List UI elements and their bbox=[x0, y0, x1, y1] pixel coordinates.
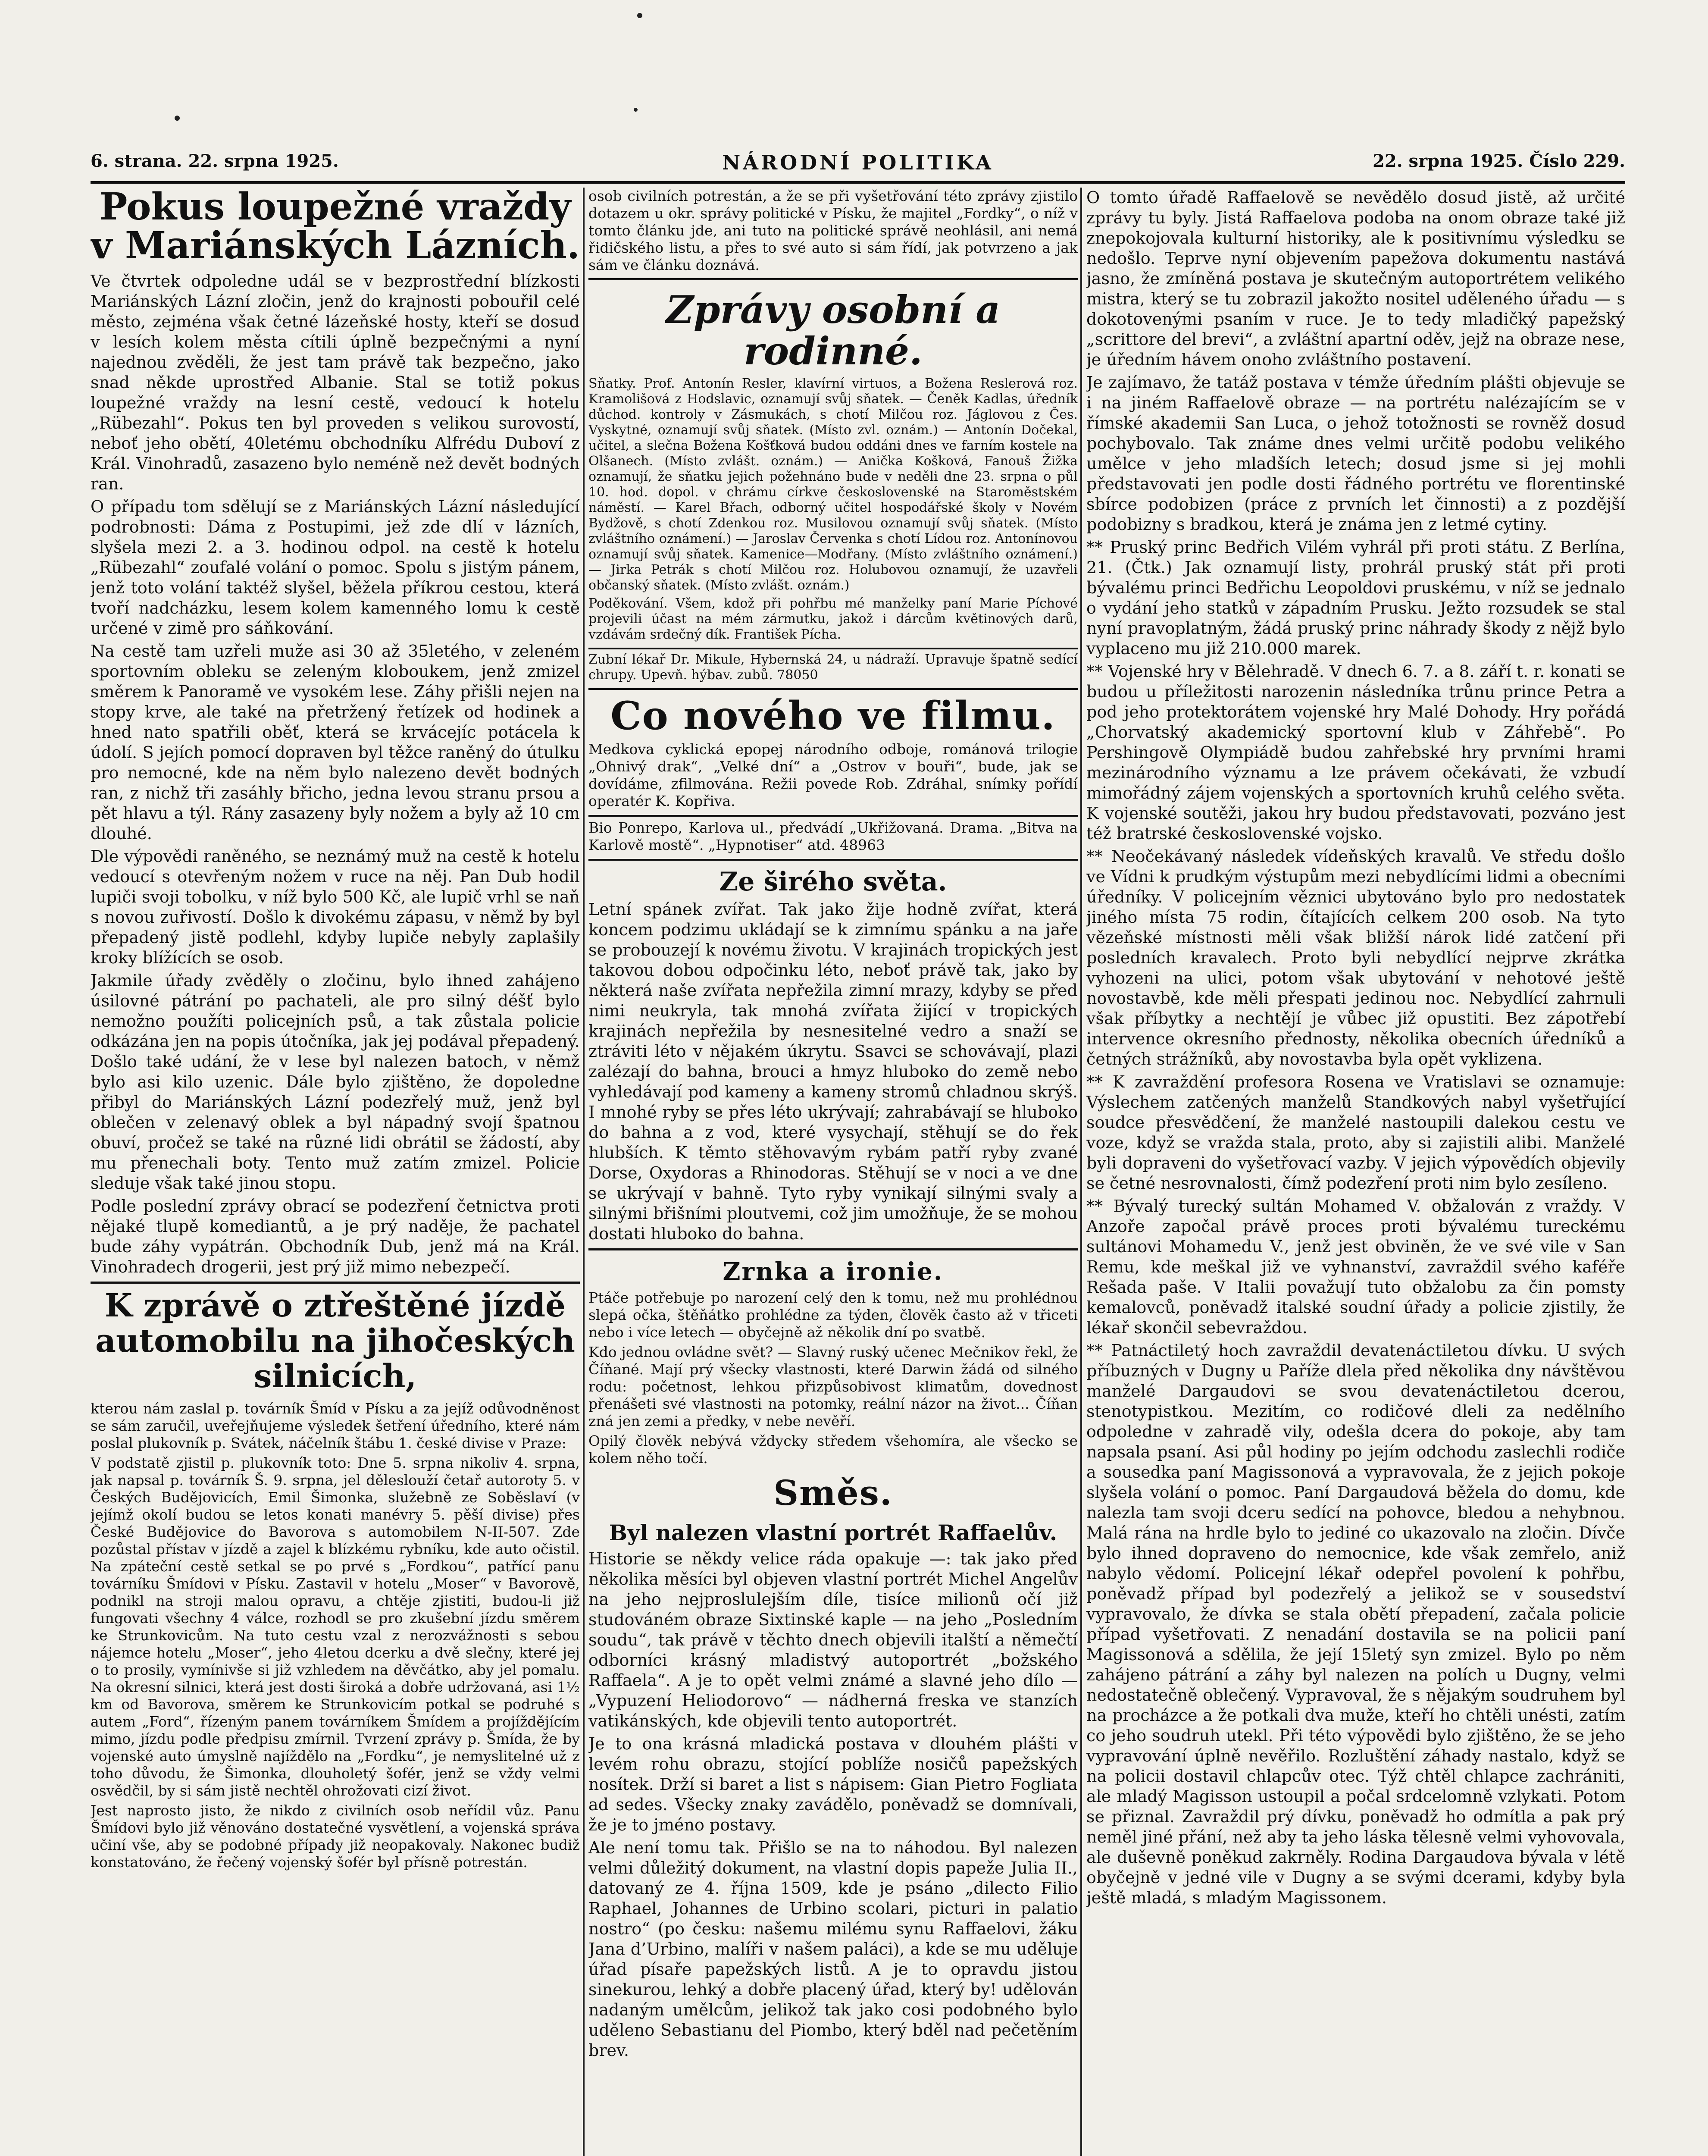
section-rule bbox=[588, 1248, 1078, 1250]
article-paragraph: Kdo jednou ovládne svět? — Slavný ruský učenec Mečnikov řekl, že Číňané. Mají prý všecky vlastnosti, které Darwin žádá od silného rodu: početnost, lehkou přizpůsobivost klimatům, dovednost přenášeti své vlastnosti na potomky, reální názor na život... Číňan zná jen zemi a předky, v nebe nevěří. bbox=[588, 1344, 1078, 1429]
article-paragraph: Opilý člověk nebývá vždycky středem všehomíra, ale všecko se kolem něho točí. bbox=[588, 1432, 1078, 1467]
article-paragraph: Na cestě tam uzřeli muže asi 30 až 35letého, v zeleném sportovním obleku se zeleným kloboukem, jenž zmizel směrem k Panoramě ve vysokém lese. Záhy přišli nejen na stopy krve, ale také na přetržený řetízek od hodinek a hned nato spatřili oběť, která se krvácejíc potácela k údolí. S jejích pomocí dopraven byl těžce raněný do útulku pro nemocné, kde na něm bylo nalezeno devět bodných ran, z nichž tři zasáhly břicho, jedna levou stranu prsou a pět hlavu a týl. Rány zasazeny byly nožem a byly až 10 cm dlouhé. bbox=[91, 642, 580, 843]
article-paragraph: Dle výpovědi raněného, se neznámý muž na cestě k hotelu vedoucí s otevřeným nožem v ruce na něj. Pan Dub hodil lupiči svoji tobolku, v níž bylo 500 Kč, ale lupič vrhl se naň s novou zuřivostí. Došlo k divokému zápasu, v němž by byl přepadený jistě podlehl, kdyby lupiče nebyly zaplašily kroky blížících se osob. bbox=[91, 847, 580, 967]
article-headline-marianske-lazne: Pokus loupežné vraždy v Mariánských Lázních. bbox=[91, 188, 580, 267]
advertisement-cinema bbox=[588, 815, 1078, 861]
article-paragraph: Podle poslední zprávy obrací se podezření četnictva proti nějaké tlupě komediantů, a je prý naděje, že pachatel bude záhy vypátrán. Obchodník Dub, jenž má na Král. Vinohradech drogerii, jest prý již mimo nebezpečí. bbox=[91, 1197, 580, 1276]
article-paragraph: O tomto úřadě Raffaelově se nevědělo dosud jistě, až určité zprávy tu byly. Jistá Raffaelova podoba na onom obraze také již znepokojovala kulturní historiky, ale k positivnímu výsledku se nedošlo. Teprve nyní objevením papežova dokumentu nastává jasno, že zmíněná postava je skutečným autoportrétem velikého mistra, který se tu zobrazil jakožto nositel uděleného úřadu — s dokotovenými psaním v ruce. Je to tedy mladičký papežský „scrittore del brevi“, a zvláštní apartní oděv, jejž na obraze nese, je úředním hávem onoho zvláštního postavení. bbox=[1086, 188, 1625, 369]
speck-mark bbox=[175, 116, 180, 121]
article-paragraph: Jakmile úřady zvěděly o zločinu, bylo ihned zahájeno úsilovné pátrání po pachateli, ale pro silný déšť bylo nemožno použíti policejních psů, a tak zůstala policie odkázána jen na popis útočníka, jak jej podával přepadený. Došlo také udání, že v lese byl nalezen batoch, v němž bylo asi kilo uzenic. Dále bylo zjištěno, že dopoledne přibyl do Mariánských Lázní podezřelý muž, jenž byl oblečen v zelenavý oblek a byl nápadný svojí špatnou obuví, pročež se také na různé lidi obrátil se žádostí, aby mu přenechali boty. Tento muž zatím zmizel. Policie sleduje však také jinou stopu. bbox=[91, 971, 580, 1193]
news-item: ** Patnáctiletý hoch zavraždil devatenáctiletou dívku. U svých příbuzných v Dugny u Paříže dlela před několika dny návštěvou manželé Dargaudovi se svou devatenáctiletou dcerou, stenotypistkou. Mezitím, co rodičové dleli za nedělního odpoledne v zahradě vily, odešla dcera do pokoje, aby tam napsala psaní. Asi půl hodiny po jejím odchodu zaslechli rodiče a sousedka paní Magissonová a vypravovala, že z jejich pokoje slyšela volání o pomoc. Paní Dargaudová běžela do domu, kde nalezla tam svoji dceru sedící na pohovce, bledou a nehybnou. Malá rána na hrdle bylo to jediné co ukazovalo na zločin. Dívče bylo ihned dopraveno do nemocnice, kde však zemřelo, aniž nabylo vědomí. Policejní lékař odepřel povolení k pohřbu, poněvadž případ byl podezřelý a jelikož se v sousedství vypravovalo, že dívka se stala obětí přepadení, začala policie případ vyšetřovati. Z nenadání dostavila se na policii paní Magissonová a sdělila, že její 15letý syn zmizel. Bylo po něm zahájeno pátrání a záhy byl nalezen na polích u Dugny, velmi nedostatečně oblečený. Vypravoval, že s nějakým soudruhem byl na procházce a že potkali dva muže, kteří ho chtěli unésti, zatím co jeho soudruh utekl. Při této výpovědi bylo zjištěno, že se jeho vypravování úplně nevěřilo. Rozluštění záhady nastalo, když se na policii dostavil chlapcův otec. Týž chtěl chlapce zachrániti, ale mladý Magisson ustoupil a počal srdcelomně vzlykati. Potom se přiznal. Zavraždil prý dívku, poněvadž ho odmítla a pak prý neměl jiné přání, než aby ta jeho láska tělesně velmi vyhovovala, ale duševně poněkud zakrněly. Rodina Dargaudova bývala v létě obyčejně v jedné vile v Dugny a se svými dcerami, kdyby byla ještě mladá, s mladým Magissonem. bbox=[1086, 1341, 1625, 1907]
header-rule bbox=[91, 181, 1625, 184]
article-headline-automobile: K zprávě o ztřeštěné jízdě automobilu na jihočeských silnicích, bbox=[95, 1287, 575, 1395]
date-issue-number: 22. srpna 1925. Číslo 229. bbox=[1373, 151, 1625, 171]
section-headline-world: Ze širého světa. bbox=[719, 867, 947, 897]
article-headline-raffael: Byl nalezen vlastní portrét Raffaelův. bbox=[609, 1520, 1057, 1545]
column-1 bbox=[91, 188, 580, 2156]
news-item: ** Vojenské hry v Bělehradě. V dnech 6. 7. a 8. září t. r. konati se budou u příležitosti narozenin následníka trůnu prince Petra a pod jeho protektorátem vojenské hry Malé Dohody. Hry pořádá „Chorvatský akademický sportovní klub v Záhřebě“. Po Pershingově Olympiádě budou zahřebské hry prvními hrami mezinárodního významu a lze právem očekávati, že vzbudí mimořádný zájem vojenských a sportovních kruhů celého světa. K vojenské soutěži, jakou hry budou představovati, pozváno jest též bratrské československé vojsko. bbox=[1086, 662, 1625, 843]
article-paragraph: Ale není tomu tak. Přišlo se na to náhodou. Byl nalezen velmi důležitý dokument, na vlastní dopis papeže Julia II., datovaný ze 4. října 1509, kde je psáno „dilecto Filio Raphael, Johannes de Urbino scolari, picturi in palatio nostro“ (po česku: našemu milému synu Raffaelovi, žáku Jana d’Urbino, malíři v našem paláci), a kde se mu uděluje úřad písaře papežských listů. A je to opravdu jistou sinekurou, lehký a dobře placený úřad, který by! udělován nadaným umělcům, jelikož tak jako cosi podobného bylo uděleno Sebastianu del Piombo, který bděl nad pečetěním brev. bbox=[588, 1838, 1078, 2060]
section-headline-irony: Zrnka a ironie. bbox=[723, 1257, 944, 1286]
article-paragraph: V podstatě zjistil p. plukovník toto: Dne 5. srpna nikoliv 4. srpna, jak napsal p. továrník Š. 9. srpna, jel děleslouží četař autoroty 5. v Českých Budějovicích, Emil Šimonka, služebně ze Soběslaví (v jejímž okolí budou se letos konati manévry 5. pěší divise) přes České Budějovice do Bavorova s automobilem N-II-507. Zde pozůstal přístav v jízdě a zajel k blízkému rybníku, kde auto očistil. Na zpáteční cestě setkal se po prvé s „Fordkou“, patřící panu továrníku Šmídovi v Písku. Zastavil v hotelu „Moser“ v Bavorově, podnikl na stroji malou opravu, a chtěje zjistiti, budou-li již fungovati všechny 4 válce, rozhodl se pro zkušební jízdu směrem ke Strunkovicům. Na tuto cestu vzal z nerozvážnosti s sebou nájemce hotelu „Moser“, jeho 4letou dcerku a dvě slečny, které jej o to prosily, vymínivše si již vzhledem na děvčátko, aby jel pomalu. Na okresní silnici, která jest dosti široká a dobře udržovaná, asi 1½ km od Bavorova, směrem ke Strunkovicím potkal se podruhé s autem „Ford“, řízeným panem továrníkem Šmídem a projíždějícím mimo, jízdu podle předpisu zmírnil. Tvrzení zprávy p. Šmída, že by vojenské auto úmyslně najíždělo na „Fordku“, je nemyslitelné už z toho důvodu, že Šimonka, dlouholetý šofér, jenž se vždy velmi osvědčil, by si sám jistě nechtěl ohrožovati cizí život. bbox=[91, 1454, 580, 1799]
news-item: ** Bývalý turecký sultán Mohamed V. obžalován z vraždy. V Anzoře započal právě proces proti bývalému tureckému sultánovi Mohamedu V., jenž jest obviněn, že ve své vile v San Remu, kde meškal již ve vyhnanství, zavraždil svého kaféře Rešada paše. V Italii považují tuto obžalobu za čin pomsty kemalovců, poněvadž italské soudní úřady a policie zjistily, že lékař skončil sebevraždou. bbox=[1086, 1197, 1625, 1337]
page-number-date: 6. strana. 22. srpna 1925. bbox=[91, 151, 339, 171]
announcement-thanks: Poděkování. Všem, kdož při pohřbu mé manželky paní Marie Píchové projevili účast na mém zármutku, jakož i dárcům květinových darů, vzdávám srdečný dík. František Pícha. bbox=[588, 596, 1078, 642]
section-headline-misc: Směs. bbox=[773, 1473, 893, 1513]
news-item: ** Pruský princ Bedřich Vilém vyhrál při proti státu. Z Berlína, 21. (Čtk.) Jak oznamují listy, prohrál pruský stát při proti bývalému princi Bedřichu Leopoldovi pruskému, v níž se jednalo o vydání jeho statků v západním Prusku. Ježto rozsudek se stal nyní pravoplatným, žádá pruský princ náhrady škody z nějž bylo vyplaceno mu již 210.000 marek. bbox=[1086, 538, 1625, 658]
article-paragraph: Letní spánek zvířat. Tak jako žije hodně zvířat, která koncem podzimu ukládají se k zimnímu spánku a na jaře se probouzejí k novému životu. V krajinách tropických jest takovou dobou odpočinku léto, neboť právě tak, jako by některá naše zvířata nepřežila zimní mrazy, kdyby se před nimi neukryla, tak mnohá zvířata žijící v tropických krajinách nepřežila by nesnesitelné vedro a snaží se ztráviti léto v nějakém úkrytu. Ssavci se schovávají, plazi zalézají do bahna, brouci a hmyz hluboko do země nebo vyhledávají pod kameny a kameny stromů chladnou skrýš. I mnohé ryby se přes léto ukrývají; zahrabávají se hluboko do bahna a z vod, které vysychají, stěhují se do řek hlubších. K těmto stěhovavým rybám patří ryby zvané Dorse, Oxydoras a Rhinodoras. Stěhují se v noci a ve dne se ukrývají v bahně. Tyto ryby vynikají silnými svaly a silnými břišními ploutvemi, což jim umožňuje, že se mohou dostati hluboko do bahna. bbox=[588, 900, 1078, 1243]
announcement-marriages: Sňatky. Prof. Antonín Resler, klavírní virtuos, a Božena Reslerová roz. Kramolišová z Hodslavic, oznamují svůj sňatek. — Čeněk Kadlas, úředník důchod. kontroly v Zásmukách, s chotí Milčou roz. Jáglovou z Čes. Vyskytné, oznamují svůj sňatek. (Místo zvl. oznám.) — Antonín Dočekal, učitel, a slečna Božena Košťková budou oddáni dnes ve farním kostele na Olšanech. (Místo zvlášt. oznám.) — Anička Košková, Fanouš Žižka oznamují, že sňatku jejich požehnáno bude v neděli dne 23. srpna o půl 10. hod. dopol. v chrámu církve československé na Staroměstském náměstí. — Karel Břach, odborný učitel hospodářské školy v Novém Bydžově, s chotí Zdenkou roz. Musilovou oznamují svůj sňatek. (Místo zvláštního oznámení.) — Jaroslav Červenka s chotí Lídou roz. Antonínovou oznamují svůj sňatek. Kamenice—Modřany. (Místo zvláštního oznámení.) — Jirka Petrák s chotí Milčou roz. Holubovou oznamují, že uzavřeli občanský sňatek. (Místo zvlášt. oznám.) bbox=[588, 376, 1078, 593]
article-paragraph: Je zajímavo, že tatáž postava v témže úředním plášti objevuje se i na jiném Raffaelově obraze — na portrétu nalézajícím se v římské akademii San Luca, o jehož totožnosti se rovněž dosud pochybovalo. Tak známe dnes velmi určitě podobu velikého umělce v jeho mladších letech; dosud jsme si jej mohli představovati jen podle dosti řádného portrétu ve florentinské sbírce podobizen (práce z prvních let činnosti) a z pozdější podobizny s bradkou, která je známa jen z letmé cytiny. bbox=[1086, 373, 1625, 534]
film-news-paragraph: Medkova cyklická epopej národního odboje, románová trilogie „Ohnivý drak“, „Velké dní“ a „Ostrov v bouři“, bude, jak se dovídáme, zfilmována. Režii povede Rob. Zdráhal, snímky pořídí operatér K. Kopřiva. bbox=[588, 741, 1078, 809]
news-item: ** Neočekávaný následek vídeňských kravalů. Ve středu došlo ve Vídni k prudkým výstupům mezi nebydlícími lidmi a obecními úředníky. V policejním věznici ubytováno bylo pro nedostatek jiného místa 75 rodin, čítajících celkem 200 osob. Na tyto vězeňské místnosti měli však bližší nárok lidé zatčení při posledních kravalech. Proto byli nebydlící nejprve zkrátka vyhozeni na ulici, potom však ubytování v nehotové ještě novostavbě, kde měli přespati jedinou noc. Nebydlící zahrnuli však příbytky a nechtějí je vůbec již opustiti. Bez zápotřebí intervence okresního přednosty, několika obecních úředníků a četných strážníků, aby novostavba byla opět vyklizena. bbox=[1086, 847, 1625, 1069]
advertisement-dentist bbox=[588, 648, 1078, 690]
speck-mark bbox=[634, 108, 638, 112]
advertisement-text: Bio Ponrepo, Karlova ul., předvádí „Ukřižovaná. Drama. „Bitva na Karlově mostě“. „Hypnotiser“ atd. 48963 bbox=[588, 819, 1078, 853]
article-paragraph: O případu tom sdělují se z Mariánských Lázní následující podrobnosti: Dáma z Postupimi, jež zde dlí v lázních, slyšela mezi 2. a 3. hodinou odpol. na cestě k hotelu „Rübezahl“ zoufalé volání o pomoc. Spolu s jistým pánem, jenž toto volání taktéž slyšel, běžela příkrou cestou, která tvoří nadcházku, lesem kolem kamenného lomu k cestě určené v zimě pro sáňkování. bbox=[91, 497, 580, 638]
column-divider bbox=[583, 188, 585, 2156]
column-divider bbox=[1080, 188, 1082, 2156]
section-headline-personal: Zprávy osobní a rodinné. bbox=[666, 287, 1001, 373]
section-rule bbox=[91, 1282, 580, 1284]
article-paragraph: Ptáče potřebuje po narození celý den k tomu, než mu prohlédnou slepá očka, štěňátko prohlédne za týden, člověk často až v třiceti nebo i více letech — obyčejně až několik dní po svatbě. bbox=[588, 1289, 1078, 1341]
article-paragraph: Ve čtvrtek odpoledne udál se v bezprostřední blízkosti Mariánských Lázní zločin, jenž do krajnosti pobouřil celé město, zejména však četné lázeňské hosty, kteří se dosud v lesích kolem města cítili úplně bezpečnými a nyní najednou zvěděli, že jest tam právě tak bezpečno, jako snad někde uprostřed Albanie. Stal se totiž pokus loupežné vraždy na lesní cestě, vedoucí k hotelu „Rübezahl“. Pokus ten byl proveden s velikou surovostí, neboť jeho obětí, 40letému obchodníku Alfrédu Duboví z Král. Vinohradů, zasazeno bylo neméně než devět bodných ran. bbox=[91, 272, 580, 493]
section-rule bbox=[588, 278, 1078, 280]
article-paragraph: Jest naprosto jisto, že nikdo z civilních osob neřídil vůz. Panu Šmídovi bylo již věnováno dostatečné vysvětlení, a vojenská správa učiní vše, aby se podobné případy již neopakovaly. Nakonec budiž konstatováno, že řečený vojenský šofér byl přísně potrestán. bbox=[91, 1802, 580, 1871]
news-item: ** K zavraždění profesora Rosena ve Vratislavi se oznamuje: Výslechem zatčených manželů Standkových nabyl vyšetřující soudce přesvědčení, že manželé nastoupili dalekou cestu ve voze, když se vražda stala, proto, aby si zajistili alibi. Manželé byli dopraveni do vyšetřovací vazby. V jejich výpovědích objevily se četné nesrovnalosti, čímž podezření proti nim bylo zesíleno. bbox=[1086, 1072, 1625, 1193]
article-continuation: osob civilních potrestán, a že se při vyšetřování této zprávy zjistilo dotazem u okr. správy politické v Písku, že majitel „Fordky“, o níž v tomto článku jde, ani tuto na politické správě neohlásil, ani nemá řidičského listu, a přes to své auto si sám řídí, jak potvrzeno a jak sám ve článku doznává. bbox=[588, 188, 1078, 273]
article-paragraph: kterou nám zaslal p. továrník Šmíd v Písku a za jejíž odůvodněnost se sám zaručil, uveřejňujeme výsledek šetření úředního, které nám poslal plukovník p. Svátek, náčelník štábu 1. české divise v Praze: bbox=[91, 1400, 580, 1451]
article-paragraph: Historie se někdy velice ráda opakuje —: tak jako před několika měsíci byl objeven vlastní portrét Michel Angelův na jeho nejproslulejším díle, tisíce milionů očí již studováném obraze Sixtinské kaple — na jeho „Posledním soudu“, tak právě v těchto dnech objevili italští a němečtí odborníci krásný mladistvý autoportrét „božského Raffaela“. A je to opět velmi známé a slavné jeho dílo — „Vypuzení Heliodorovo“ — nádherná freska ve stanzích vatikánských, kde objevili tento autoportrét. bbox=[588, 1549, 1078, 1730]
advertisement-text: Zubní lékař Dr. Mikule, Hybernská 24, u nádraží. Upravuje špatně sedící chrupy. Upevň. hýbav. zubů. 78050 bbox=[588, 652, 1078, 683]
column-2 bbox=[588, 188, 1078, 2156]
column-3 bbox=[1086, 188, 1625, 2156]
section-headline-film: Co nového ve filmu. bbox=[610, 693, 1056, 739]
page-header bbox=[91, 151, 1625, 182]
speck-mark bbox=[637, 13, 642, 18]
masthead-title: NÁRODNÍ POLITIKA bbox=[722, 151, 994, 174]
article-paragraph: Je to ona krásná mladická postava v dlouhém plášti v levém rohu obrazu, stojící poblíže nosičů papežských nosítek. Drží si baret a list s nápisem: Gian Pietro Fogliata ad sedes. Všecky znaky zavádělo, poněvadž se domnívali, že je to jméno postavy. bbox=[588, 1734, 1078, 1834]
